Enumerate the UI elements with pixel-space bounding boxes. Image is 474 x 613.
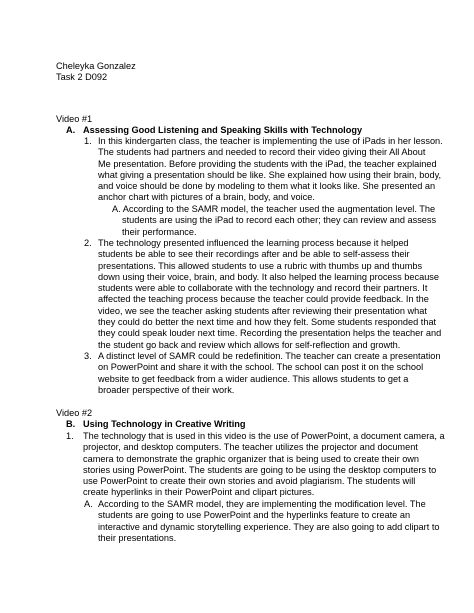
text-line: use PowerPoint to create their own stories and avoid plagiarism. The students will	[83, 476, 416, 487]
video-1-title: Video #1	[56, 114, 93, 124]
text-line: students are going to use PowerPoint and the hyperlinks feature to create an	[98, 510, 411, 521]
item-b1-marker: 1.	[66, 431, 74, 441]
item-1-marker: 1.	[84, 136, 92, 146]
text-line: students are using the iPad to record each other; they can review and assess	[122, 215, 437, 226]
section-a-heading: Assessing Good Listening and Speaking Skills with Technology	[83, 125, 363, 135]
text-line: students were able to collaborate with the technology and record their partners. It	[98, 283, 428, 294]
text-line: create hyperlinks in their PowerPoint and clipart pictures.	[83, 487, 315, 498]
item-b1-subpoint	[98, 499, 440, 544]
section-b-marker: B.	[66, 419, 76, 429]
section-a-marker: A.	[66, 125, 76, 135]
item-b1-paragraph	[83, 431, 445, 499]
text-line: The technology presented influenced the learning process because it helped	[98, 238, 409, 248]
video-2-title: Video #2	[56, 408, 93, 418]
item-b1-sub-marker: A.	[84, 499, 93, 509]
text-line: anchor chart with pictures of a brain, body, and voice.	[98, 192, 315, 203]
item-3-paragraph	[98, 351, 441, 396]
text-line: they could do better the next time and how they felt. Some students responded that	[98, 317, 437, 328]
item-1-paragraph	[98, 136, 443, 204]
text-line: they could speak louder next time. Recording the presentation helps the teacher and	[98, 328, 442, 339]
text-line: The students had partners and needed to record their video giving their All About	[98, 147, 426, 158]
text-line: interactive and dynamic storytelling experience. They are also going to add clipart to	[98, 521, 440, 532]
text-line: their performance.	[122, 226, 197, 237]
text-line: A. According to the SAMR model, the teacher used the augmentation level. The	[112, 204, 436, 214]
item-2-marker: 2.	[84, 238, 92, 248]
text-line: The technology that is used in this video is the use of PowerPoint, a document camera, a	[83, 431, 445, 441]
text-line: video, we see the teacher asking students after reviewing their presentation what	[98, 305, 427, 316]
text-line: students be able to see their recordings after and be able to self-assess their	[98, 249, 410, 260]
text-line: affected the teaching process because the teacher could provide feedback. In the	[98, 294, 429, 305]
author-name: Cheleyka Gonzalez	[56, 61, 136, 71]
text-line: what giving a presentation should be like. She explained how using their brain, body,	[98, 169, 442, 180]
text-line: stories using PowerPoint. The students are going to be using the desktop computers to	[83, 464, 437, 475]
text-line: presentations. This allowed students to use a rubric with thumbs up and thumbs	[98, 260, 423, 271]
item-1-subpoint	[112, 204, 436, 238]
text-line: their presentations.	[98, 532, 177, 543]
text-line: projector, and desktop computers. The teacher utilizes the projector and document	[83, 442, 418, 453]
text-line: and voice should be done by modeling to them what it looks like. She presented an	[98, 181, 436, 192]
text-line: on PowerPoint and share it with the school. The school can post it on the school	[98, 362, 424, 373]
item-3-marker: 3.	[84, 351, 92, 361]
text-line: A distinct level of SAMR could be redefinition. The teacher can create a presentation	[98, 351, 441, 361]
text-line: the student go back and review which allows for self-reflection and growth.	[98, 339, 401, 350]
text-line: In this kindergarten class, the teacher is implementing the use of iPads in her lesson.	[98, 136, 443, 146]
task-label: Task 2 D092	[56, 72, 108, 82]
item-2-paragraph	[98, 238, 441, 351]
text-line: website to get feedback from a wider audience. This allows students to get a	[98, 373, 409, 384]
text-line: Me presentation. Before providing the students with the iPad, the teacher explained	[98, 158, 437, 169]
text-line: According to the SAMR model, they are implementing the modification level. The	[98, 499, 426, 509]
section-b-heading: Using Technology in Creative Writing	[83, 419, 246, 429]
text-line: broader perspective of their work.	[98, 384, 235, 395]
text-line: camera to demonstrate the graphic organizer that is being used to create their own	[83, 453, 420, 464]
text-line: down using their voice, brain, and body. It also helped the learning process because	[98, 271, 440, 282]
